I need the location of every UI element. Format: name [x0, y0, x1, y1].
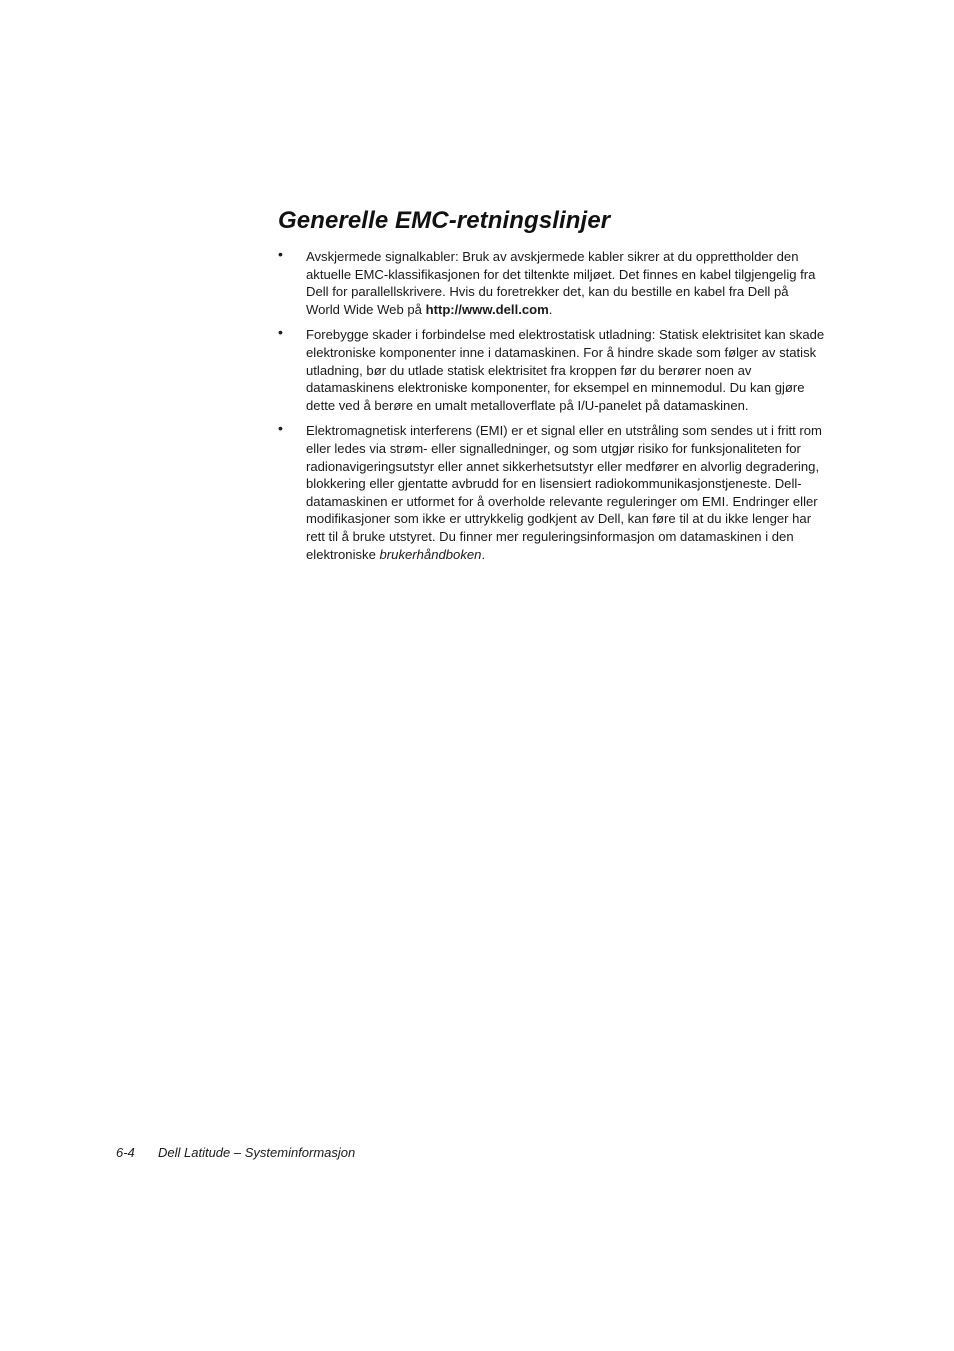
bullet-text-end: .: [548, 301, 553, 317]
manual-title: brukerhåndboken: [379, 546, 482, 562]
bullet-item-shielded-cables: [278, 248, 826, 318]
bullet-item-emi: [278, 422, 826, 563]
bullet-text-end: .: [481, 546, 486, 562]
bullet-item-esd: [278, 326, 826, 414]
main-content: [278, 204, 826, 571]
page-footer: [116, 1145, 355, 1161]
footer-title: Dell Latitude – Systeminformasjon: [158, 1145, 356, 1160]
bullet-text: Elektromagnetisk interferens (EMI) er et signal eller en utstråling som sendes ut i fritt rom eller ledes via strøm- eller signalledninger, og som utgjør risiko for funksjonaliteten for radionavigeringsutstyr eller annet sikkerhetsutstyr eller medfører en alvorlig degradering, blokkering eller gjentatte avbrudd for en lisensiert radiokommunikasjonstjeneste. Dell-datamaskinen er utformet for å overholde relevante reguleringer om EMI. Endringer eller modifikasjoner som ikke er uttrykkelig godkjent av Dell, kan føre til at du ikke lenger har rett til å bruke utstyret. Du finner mer reguleringsinformasjon om datamaskinen i den elektroniske: [306, 423, 822, 562]
bullet-text: Forebygge skader i forbindelse med elektrostatisk utladning: Statisk elektrisitet kan skade elektroniske komponenter inne i datamaskinen. For å hindre skade som følger av statisk utladning, bør du utlade statisk elektrisitet fra kroppen før du berører noen av datamaskinens elektroniske komponenter, for eksempel en minnemodul. Du kan gjøre dette ved å berøre en umalt metalloverflate på I/U-panelet på datamaskinen.: [306, 327, 825, 413]
bullet-icon: •: [278, 420, 283, 437]
bullet-text: Avskjermede signalkabler: Bruk av avskjermede kabler sikrer at du opprettholder den aktuelle EMC-klassifikasjonen for det tiltenkte miljøet. Det finnes en kabel tilgjengelig fra Dell for parallellskrivere. Hvis du foretrekker det, kan du bestille en kabel fra Dell på World Wide Web på: [306, 249, 816, 317]
dell-url: http://www.dell.com: [425, 301, 549, 317]
section-heading: Generelle EMC-retningslinjer: [278, 207, 611, 234]
bullet-icon: •: [278, 246, 283, 262]
bullet-list: [278, 248, 826, 563]
bullet-icon: •: [278, 324, 283, 341]
page-number: 6-4: [116, 1145, 135, 1160]
